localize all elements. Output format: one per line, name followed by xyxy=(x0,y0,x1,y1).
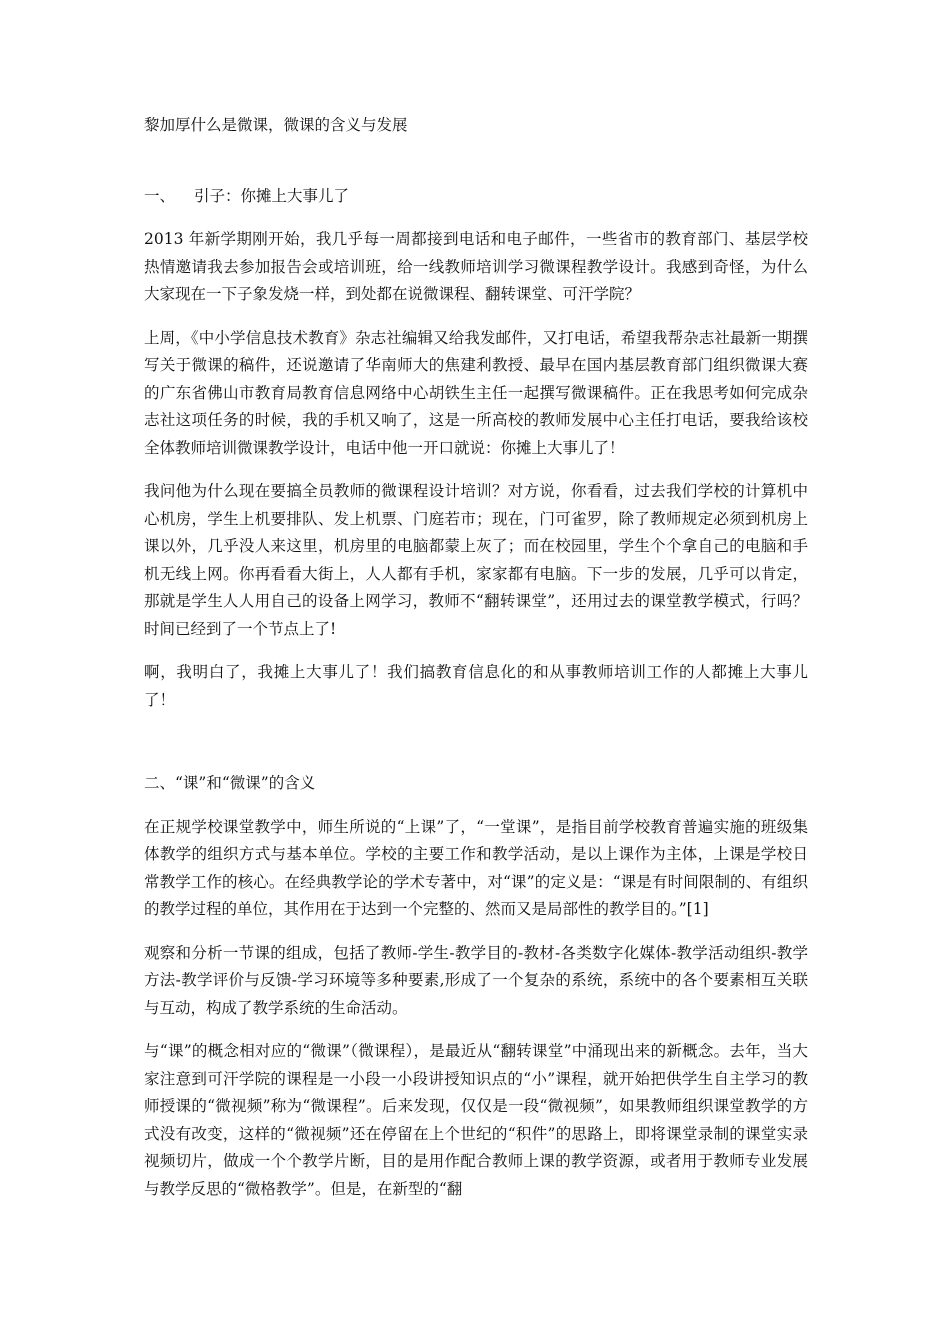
document-body xyxy=(144,112,808,1219)
section-1-number: 一、 xyxy=(144,186,176,205)
section-2-paragraph-2: 观察和分析一节课的组成，包括了教师-学生-教学目的-教材-各类数字化媒体-教学活动组织-教学方法-教学评价与反馈-学习环境等多种要素,形成了一个复杂的系统，系统中的各个要素相互关联与互动，构成了教学系统的生命活动。 xyxy=(144,943,808,1017)
section-1-paragraph-4: 啊，我明白了，我摊上大事儿了！我们搞教育信息化的和从事教师培训工作的人都摊上大事儿了！ xyxy=(144,663,808,709)
section-2-paragraph-3: 与“课”的概念相对应的“微课”（微课程），是最近从“翻转课堂”中涌现出来的新概念。去年，当大家注意到可汗学院的课程是一小段一小段讲授知识点的“小”课程，就开始把供学生自主学习的教师授课的“微视频”称为“微课程”。后来发现，仅仅是一段“微视频”，如果教师组织课堂教学的方式没有改变，这样的“微视频”还在停留在上个世纪的“积件”的思路上，即将课堂录制的课堂实录视频切片，做成一个个教学片断，目的是用作配合教师上课的教学资源，或者用于教师专业发展与教学反思的“微格教学”。但是，在新型的“翻 xyxy=(144,1042,808,1198)
section-2-heading: 二、“课”和“微课”的含义 xyxy=(144,774,316,792)
section-1-title: 引子：你摊上大事儿了 xyxy=(194,186,350,205)
section-spacer xyxy=(144,730,808,770)
document-title: 黎加厚什么是微课，微课的含义与发展 xyxy=(144,116,408,134)
section-1-paragraph-3: 我问他为什么现在要搞全员教师的微课程设计培训？对方说，你看看，过去我们学校的计算机中心机房，学生上机要排队、发上机票、门庭若市；现在，门可雀罗，除了教师规定必须到机房上课以外，几乎没人来这里，机房里的电脑都蒙上灰了；而在校园里，学生个个拿自己的电脑和手机无线上网。你再看看大街上，人人都有手机，家家都有电脑。下一步的发展，几乎可以肯定，那就是学生人人用自己的设备上网学习，教师不“翻转课堂”，还用过去的课堂教学模式，行吗？时间已经到了一个节点上了! xyxy=(144,482,808,638)
section-1-paragraph-1: 2013 年新学期刚开始，我几乎每一周都接到电话和电子邮件，一些省市的教育部门、基层学校热情邀请我去参加报告会或培训班，给一线教师培训学习微课程教学设计。我感到奇怪，为什么大家现在一下子象发烧一样，到处都在说微课程、翻转课堂、可汗学院？ xyxy=(144,230,808,303)
section-1-paragraph-2: 上周，《中小学信息技术教育》杂志社编辑又给我发邮件，又打电话，希望我帮杂志社最新一期撰写关于微课的稿件，还说邀请了华南师大的焦建利教授、最早在国内基层教育部门组织微课大赛的广东省佛山市教育局教育信息网络中心胡铁生主任一起撰写微课稿件。正在我思考如何完成杂志社这项任务的时候，我的手机又响了，这是一所高校的教师发展中心主任打电话，要我给该校全体教师培训微课教学设计，电话中他一开口就说：你摊上大事儿了！ xyxy=(144,328,808,457)
section-1-heading xyxy=(144,183,808,211)
section-2-paragraph-1: 在正规学校课堂教学中，师生所说的“上课”了，“一堂课”，是指目前学校教育普遍实施的班级集体教学的组织方式与基本单位。学校的主要工作和教学活动，是以上课作为主体，上课是学校日常教学工作的核心。在经典教学论的学术专著中，对“课”的定义是：“课是有时间限制的、有组织的教学过程的单位，其作用在于达到一个完整的、然而又是局部性的教学目的。”[1] xyxy=(144,817,808,918)
